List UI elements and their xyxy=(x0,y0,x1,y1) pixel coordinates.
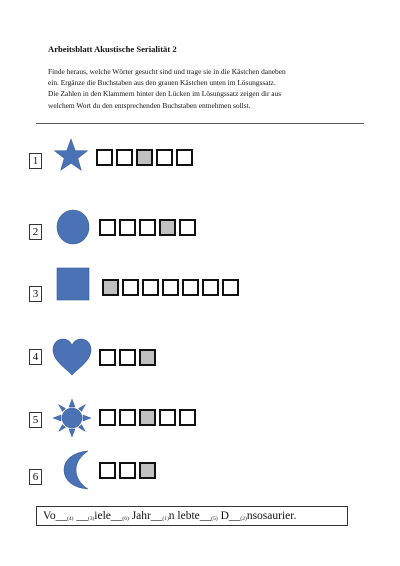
solution-letter-box[interactable] xyxy=(136,149,153,166)
letter-box[interactable] xyxy=(99,462,116,479)
letter-box[interactable] xyxy=(179,219,196,236)
letter-box[interactable] xyxy=(116,149,133,166)
worksheet-title: Arbeitsblatt Akustische Serialität 2 xyxy=(48,44,177,54)
letter-box[interactable] xyxy=(119,462,136,479)
letter-box[interactable] xyxy=(122,279,139,296)
word-boxes-2 xyxy=(99,219,196,236)
letter-box[interactable] xyxy=(179,409,196,426)
letter-box[interactable] xyxy=(176,149,193,166)
solution-part: n lebte__ xyxy=(168,510,212,522)
row-number-4: 4 xyxy=(29,349,42,365)
row-number-5: 5 xyxy=(29,412,42,428)
letter-box[interactable] xyxy=(99,349,116,366)
solution-sentence xyxy=(36,506,348,526)
sun-icon xyxy=(52,398,92,438)
word-boxes-6 xyxy=(99,462,156,479)
solution-index: (2) xyxy=(240,516,247,522)
solution-letter-box[interactable] xyxy=(159,219,176,236)
solution-index: (4) xyxy=(67,516,74,522)
letter-box[interactable] xyxy=(222,279,239,296)
solution-part: nsosaurier. xyxy=(246,510,297,522)
solution-part: __ xyxy=(73,510,88,522)
row-number-6: 6 xyxy=(29,469,42,485)
solution-index: (3) xyxy=(87,516,95,522)
instructions-text xyxy=(48,66,368,111)
solution-part: D__ xyxy=(217,510,241,522)
letter-box[interactable] xyxy=(142,279,159,296)
letter-box[interactable] xyxy=(119,349,136,366)
star-icon xyxy=(53,138,89,172)
solution-index: (1) xyxy=(162,516,169,522)
solution-index: (6) xyxy=(122,516,129,522)
solution-letter-box[interactable] xyxy=(139,349,156,366)
letter-box[interactable] xyxy=(119,219,136,236)
square-icon xyxy=(56,267,90,301)
row-number-2: 2 xyxy=(29,224,42,240)
letter-box[interactable] xyxy=(99,219,116,236)
heart-icon xyxy=(51,337,93,377)
instruction-line: welchem Wort du den entsprechenden Buchstaben entnehmen sollst. xyxy=(48,100,251,110)
letter-box[interactable] xyxy=(139,219,156,236)
word-boxes-5 xyxy=(99,409,196,426)
letter-box[interactable] xyxy=(182,279,199,296)
instruction-line: Die Zahlen in den Klammern hinter den Lücken im Lösungssatz zeigen dir aus xyxy=(48,89,282,99)
word-boxes-1 xyxy=(96,149,193,166)
circle-icon xyxy=(56,209,90,245)
solution-part: Jahr__ xyxy=(128,510,163,522)
divider xyxy=(36,123,364,124)
solution-index: (5) xyxy=(211,516,218,522)
solution-letter-box[interactable] xyxy=(102,279,119,296)
solution-part: Vo__ xyxy=(43,510,68,522)
letter-box[interactable] xyxy=(162,279,179,296)
row-number-1: 1 xyxy=(29,153,42,169)
instruction-line: ein. Ergänze die Buchstaben aus den grauen Kästchen unten im Lösungssatz. xyxy=(48,78,276,88)
letter-box[interactable] xyxy=(156,149,173,166)
letter-box[interactable] xyxy=(202,279,219,296)
solution-letter-box[interactable] xyxy=(139,409,156,426)
solution-letter-box[interactable] xyxy=(139,462,156,479)
row-number-3: 3 xyxy=(29,286,42,302)
word-boxes-3 xyxy=(102,279,239,296)
letter-box[interactable] xyxy=(96,149,113,166)
word-boxes-4 xyxy=(99,349,156,366)
letter-box[interactable] xyxy=(159,409,176,426)
instruction-line: Finde heraus, welche Wörter gesucht sind und trage sie in die Kästchen daneben xyxy=(48,67,286,76)
moon-icon xyxy=(60,449,92,491)
letter-box[interactable] xyxy=(99,409,116,426)
letter-box[interactable] xyxy=(119,409,136,426)
solution-part: iele__ xyxy=(94,510,123,522)
